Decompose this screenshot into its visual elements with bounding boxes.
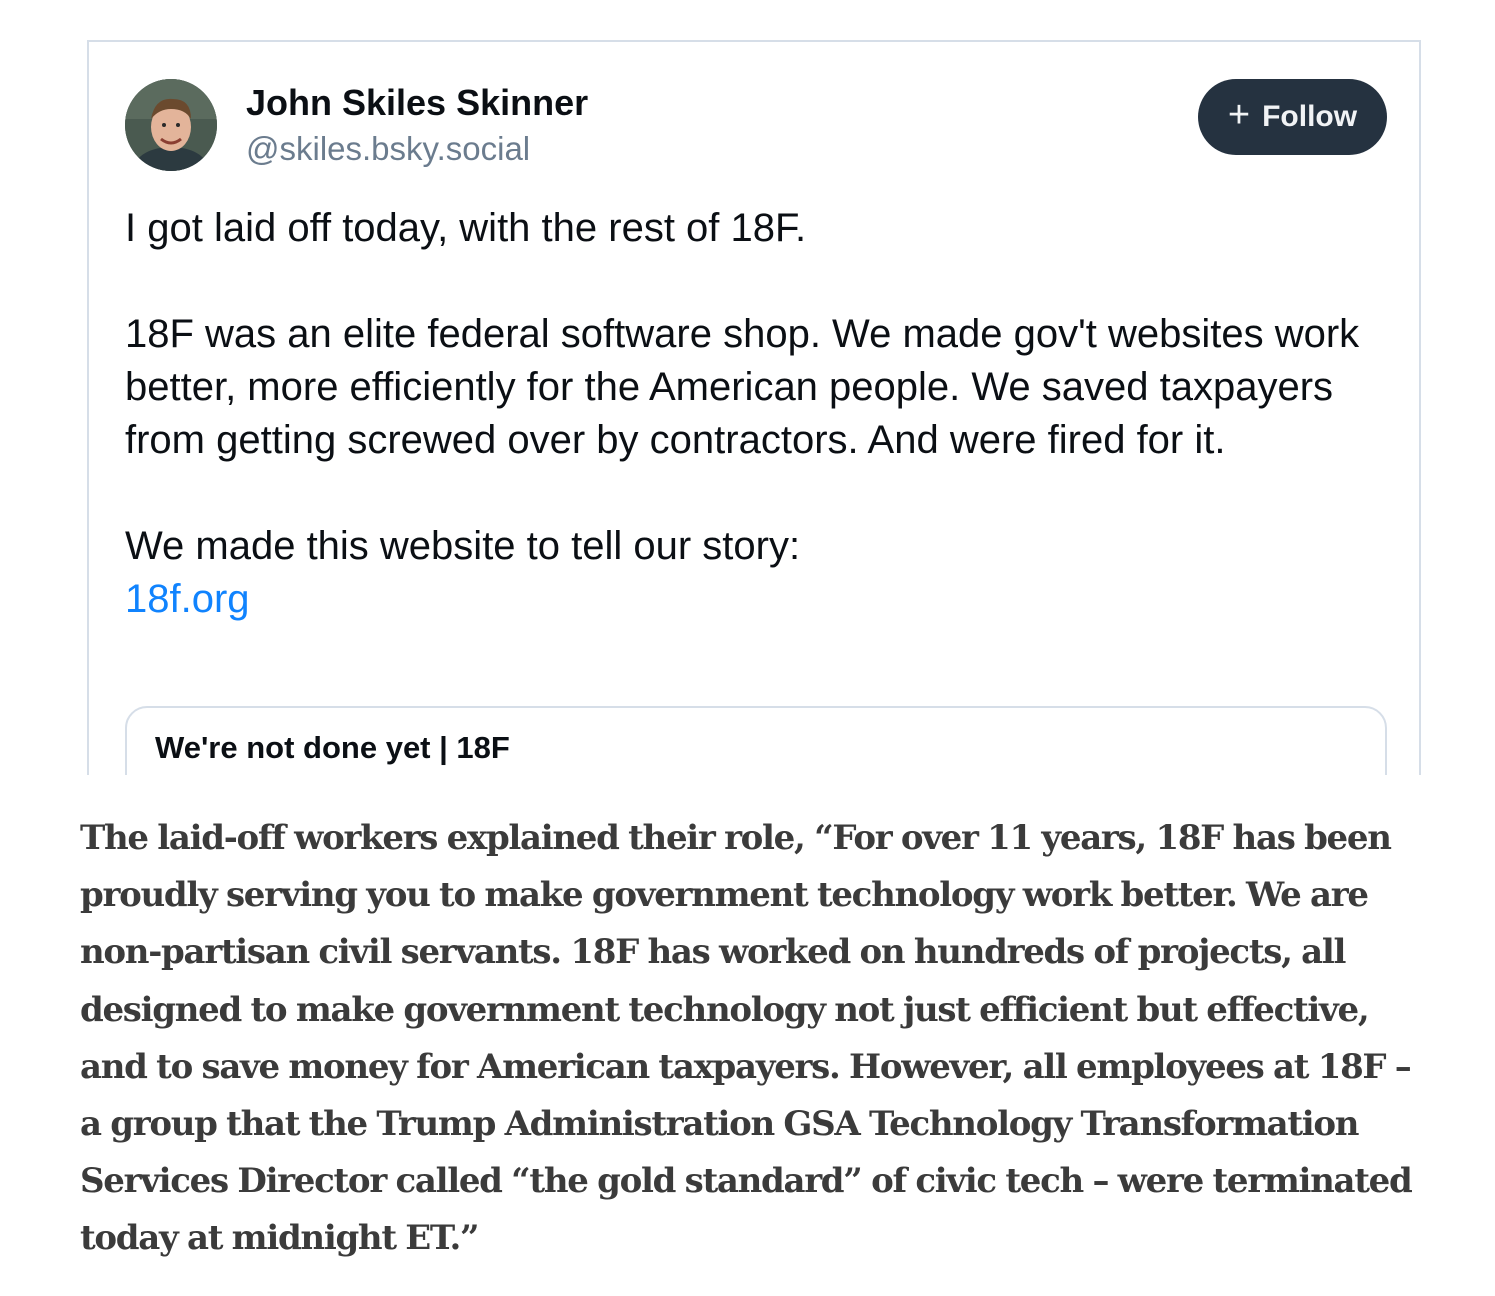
post-paragraph: I got laid off today, with the rest of 18F. <box>125 206 807 250</box>
post-paragraph: We made this website to tell our story: <box>125 524 801 568</box>
article-paragraph: The laid-off workers explained their role, “For over 11 years, 18F has been proudly serving you to make government technology work better. We are non-partisan civil servants. 18F has worked on hundreds of projects, all designed to make government technology not just efficient but effective, and to save money for American taxpayers. However, all employees at 18F – a group that the Trump Administration GSA Technology Transformation Services Director called “the gold standard” of civic tech – were terminated today at midnight ET.” <box>80 818 1412 1259</box>
social-post-card <box>87 40 1421 775</box>
author-avatar[interactable] <box>125 79 217 171</box>
author-name[interactable]: John Skiles Skinner <box>246 82 589 123</box>
link-preview-card[interactable] <box>125 706 1387 775</box>
post-text <box>125 202 1385 626</box>
follow-button[interactable] <box>1198 79 1387 155</box>
post-paragraph: 18F was an elite federal software shop. We made gov't websites work better, more efficiently for the American people. We saved taxpayers from getting screwed over by contractors. And were fired for it. <box>125 312 1360 462</box>
author-handle[interactable]: @skiles.bsky.social <box>246 130 531 167</box>
post-link[interactable]: 18f.org <box>125 577 250 621</box>
avatar-image <box>125 79 217 171</box>
follow-button-label: Follow <box>1262 100 1358 133</box>
plus-icon: + <box>1227 94 1251 136</box>
link-preview-title: We're not done yet | 18F <box>155 730 510 765</box>
